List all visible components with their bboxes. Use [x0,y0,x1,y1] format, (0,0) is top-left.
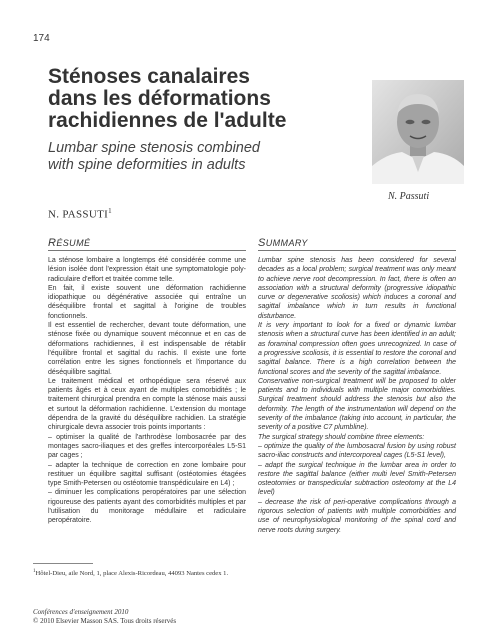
footnote [33,569,228,577]
title-line-3: rachidiennes de l'adulte [48,109,287,132]
page-number: 174 [33,33,50,44]
summary-paragraph: – decrease the risk of peri-operative complications through a rigorous selection of patients with multiple comorbidities and use of neurophysiological monitoring of the spinal cord and nerve roots during surgery. [258,498,456,534]
resume-paragraph: La sténose lombaire a longtemps été considérée comme une lésion isolée dont l'expression était une symptomatologie poly-radiculaire d'effort et traitée comme telle. [48,257,246,283]
author-photo [372,80,464,184]
summary-heading-initial: S [258,237,266,249]
summary-text [258,256,456,535]
author-line [48,207,112,221]
resume-heading-rest: ÉSUMÉ [56,238,91,248]
summary-paragraph: The surgical strategy should combine three elements: [258,433,425,441]
resume-paragraph: – optimiser la qualité de l'arthrodèse lombosacrée par des montages sacro-iliaques et des greffes intercorporéales L5-S1 par cages ; [48,433,246,460]
resume-paragraph: – adapter la technique de correction en zone lombaire pour restituer un équilibre sagittal suffisant (ostéotomies étagées type Smith-Petersen ou ostéotomie transpédiculaire en L4) ; [48,461,246,488]
summary-heading [258,237,308,249]
author-name: N. PASSUTI [48,208,109,221]
title-line-2: dans les déformations [48,87,271,110]
summary-rule [258,250,456,251]
subtitle-line-1: Lumbar spine stenosis combined [48,140,260,156]
footnote-mark: 1 [33,569,36,574]
summary-paragraph: It is very important to look for a fixed or dynamic lumbar stenosis when a structural curve has been identified in an adult; as foraminal compression often goes unrecognized. In case of a progressive scoliosis, it is essential to restore the coronal and sagittal balance. There is a high correlation between the functional scores and the severity of the sagittal imbalance. [258,322,456,376]
resume-rule [48,250,246,251]
resume-heading [48,237,90,249]
resume-paragraph: Il est essentiel de rechercher, devant toute déformation, une sténose fixée ou dynamique souvent méconnue et en cas de déformations rachidiennes, il est indispensable de rétablir l'équilibre frontal et sagittal du rachis. Il existe une forte corrélation entre les signes fonctionnels et l'importance du déséquilibre sagittal. [48,322,246,376]
article-title [48,66,348,132]
resume-heading-initial: R [48,237,57,249]
subtitle-line-2: with spine deformities in adults [48,157,246,173]
journal-info [33,608,176,626]
author-affiliation-mark: 1 [108,207,112,215]
resume-paragraph: – diminuer les complications peropératoires par une sélection rigoureuse des patients ayant des comorbidités multiples et par l'utilisation du monitorage médullaire et radiculaire peropératoire. [48,489,246,525]
summary-paragraph: Conservative non-surgical treatment will be proposed to older patients and to individuals with multiple major comorbidities. Surgical treatment should address the stenosis but also the deformity. The length of the instrumentation will depend on the severity of the imbalance (taking into account, in particular, the severity of a positive C7 plumbline). [258,377,456,432]
summary-heading-rest: UMMARY [265,238,308,248]
journal-name: Conférences d'enseignement 2010 [33,608,129,616]
article-subtitle [48,140,368,174]
resume-text [48,256,246,526]
copyright-notice: © 2010 Elsevier Masson SAS. Tous droits réservés [33,617,177,625]
author-portrait-image [372,80,464,184]
footnote-rule [33,563,93,564]
summary-paragraph: Lumbar spine stenosis has been considered for several decades as a local problem; surgical treatment was only meant to achieve nerve root decompression. In fact, there is often an association with a structural deformity (progressive idiopathic curve or degenerative scoliosis) which induces a coronal and sagittal imbalance which in turn results in functional disturbance. [258,257,456,320]
summary-paragraph: – adapt the surgical technique in the lumbar area in order to restore the sagittal balance (either multi level Smith-Petersen osteotomies or transpedicular subtraction osteotomy at the L4 level) [258,461,456,497]
photo-caption: N. Passuti [388,191,430,202]
footnote-text: Hôtel-Dieu, aile Nord, 1, place Alexis-Ricordeau, 44093 Nantes cedex 1. [35,570,229,578]
resume-paragraph: En fait, il existe souvent une déformation rachidienne idiopathique ou dégénérative associée qui entraîne un déséquilibre frontal et sagittal à l'origine de troubles fonctionnels. [48,284,246,320]
title-line-1: Sténoses canalaires [48,65,250,88]
resume-paragraph: Le traitement médical et orthopédique sera réservé aux patients âgés et à ceux ayant de multiples comorbidités ; le traitement chirurgical prendra en compte la sténose mais aussi et surtout la déformation rachidienne. L'extension du montage dépendra de la gravité du déséquilibre rachidien. La stratégie chirurgicale devra associer trois points importants : [48,377,246,432]
summary-paragraph: – optimize the quality of the lumbosacral fusion by using robust sacro-iliac constructs and intercorporeal cages (L5-S1 level), [258,442,456,460]
